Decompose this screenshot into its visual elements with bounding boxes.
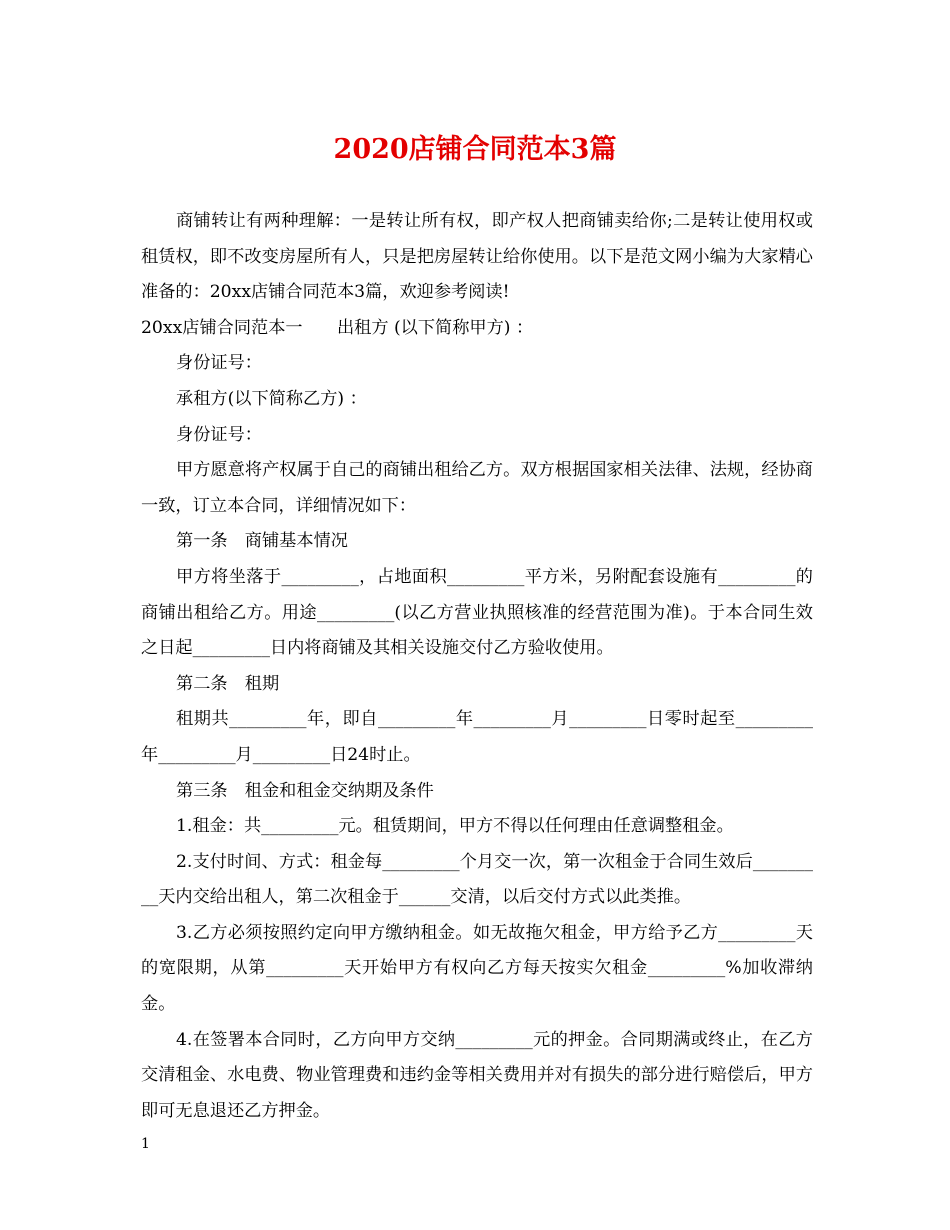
article-3-heading: 第三条 租金和租金交纳期及条件: [176, 780, 434, 801]
article-3-item-3: 3.乙方必须按照约定向甲方缴纳租金。如无故拖欠租金，甲方给予乙方_________天的宽限期，从第_________天开始甲方有权向乙方每天按实欠租金_________%加收滞纳金。: [141, 922, 813, 1015]
article-3-item-1: 1.租金：共_________元。租赁期间，甲方不得以任何理由任意调整租金。: [176, 816, 734, 837]
article-3-item-4: 4.在签署本合同时，乙方向甲方交纳_________元的押金。合同期满或终止，在乙方交清租金、水电费、物业管理费和违约金等相关费用并对有损失的部分进行赔偿后，甲方即可无息退还乙方押金。: [141, 1029, 813, 1121]
contract-heading-line: 20xx店铺合同范本一 出租方 (以下简称甲方) ：: [141, 317, 534, 338]
article-2-body: 租期共_________年，即自_________年_________月_________日零时起至_________年_________月_________日24时止。: [141, 709, 813, 765]
page-number: 1: [141, 1136, 150, 1152]
article-1-heading: 第一条 商铺基本情况: [176, 531, 348, 552]
lessor-id-line: 身份证号：: [176, 353, 262, 374]
intro-paragraph: 商铺转让有两种理解：一是转让所有权，即产权人把商铺卖给你;二是转让使用权或租赁权，即不改变房屋所有人，只是把房屋转让给你使用。以下是范文网小编为大家精心准备的：20xx店铺合同范本3篇，欢迎参考阅读!: [141, 211, 813, 303]
lessee-id-line: 身份证号：: [176, 424, 262, 445]
article-3-item-2: 2.支付时间、方式：租金每_________个月交一次，第一次租金于合同生效后_________天内交给出租人，第二次租金于______交清，以后交付方式以此类推。: [141, 851, 813, 908]
article-2-heading: 第二条 租期: [176, 673, 280, 694]
article-1-body: 甲方将坐落于_________，占地面积_________平方米，另附配套设施有_________的商铺出租给乙方。用途_________(以乙方营业执照核准的经营范围为准)。于本合同生效之日起_________日内将商铺及其相关设施交付乙方验收使用。: [141, 566, 813, 659]
document-body: [141, 204, 813, 1129]
document-title: 2020店铺合同范本3篇: [333, 134, 617, 165]
lessee-line: 承租方(以下简称乙方) ：: [176, 388, 367, 409]
agreement-paragraph: 甲方愿意将产权属于自己的商铺出租给乙方。双方根据国家相关法律、法规，经协商一致，订立本合同，详细情况如下：: [141, 460, 813, 516]
